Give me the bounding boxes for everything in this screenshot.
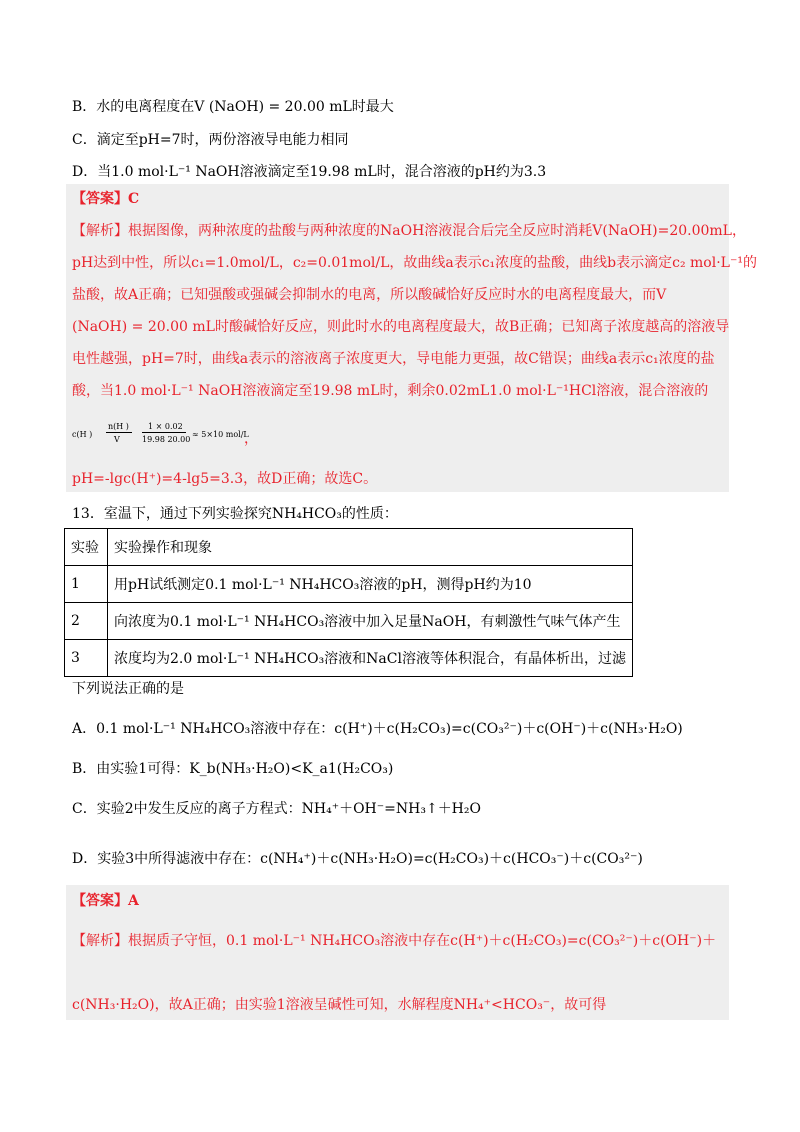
formula-frac2-den: 19.98 20.00	[142, 435, 191, 444]
analysis1-line-5: 电性越强，pH=7时，曲线a表示的溶液离子浓度更大，导电能力更强，故C错误；曲线a表示c₁浓度的盐	[72, 351, 715, 367]
table-cell: 3	[65, 640, 108, 677]
table-header-cell: 实验操作和现象	[108, 529, 633, 566]
formula-frac2-num: 1 × 0.02	[148, 422, 183, 431]
table-row	[65, 640, 633, 677]
table-row	[65, 603, 633, 640]
formula-rhs: ≈ 5×10 mol/L	[192, 430, 249, 439]
table-row	[65, 566, 633, 603]
option-b-top: B．水的电离程度在V (NaOH) = 20.00 mL时最大	[72, 99, 394, 115]
table-cell: 用pH试纸测定0.1 mol·L⁻¹ NH₄HCO₃溶液的pH，测得pH约为10	[108, 566, 633, 603]
analysis1-line-4: (NaOH) = 20.00 mL时酸碱恰好反应，则此时水的电离程度最大，故B正确；已知离子浓度越高的溶液导	[72, 319, 730, 335]
formula-comma: ，	[244, 431, 258, 447]
option-c-top: C．滴定至pH=7时，两份溶液导电能力相同	[72, 132, 349, 148]
analysis2-line-1: 【解析】根据质子守恒，0.1 mol·L⁻¹ NH₄HCO₃溶液中存在c(H⁺)＋c(H₂CO₃)=c(CO₃²⁻)＋c(OH⁻)＋	[72, 933, 717, 949]
formula-lhs: c(H )	[72, 430, 93, 439]
analysis1-line-1: 【解析】根据图像，两种浓度的盐酸与两种浓度的NaOH溶液混合后完全反应时消耗V(NaOH)=20.00mL，	[72, 223, 746, 239]
answer1-label: 【答案】C	[72, 191, 140, 207]
option-a: A．0.1 mol·L⁻¹ NH₄HCO₃溶液中存在：c(H⁺)＋c(H₂CO₃)=c(CO₃²⁻)＋c(OH⁻)＋c(NH₃·H₂O)	[72, 721, 683, 737]
analysis1-line-2: pH达到中性，所以c₁=1.0mol/L，c₂=0.01mol/L，故曲线a表示c₁浓度的盐酸，曲线b表示滴定c₂ mol·L⁻¹的	[72, 255, 757, 271]
analysis1-line-6: 酸，当1.0 mol·L⁻¹ NaOH溶液滴定至19.98 mL时，剩余0.02mL1.0 mol·L⁻¹HCl溶液，混合溶液的	[72, 383, 709, 399]
formula-frac1-den: V	[114, 435, 120, 444]
table-cell: 向浓度为0.1 mol·L⁻¹ NH₄HCO₃溶液中加入足量NaOH，有刺激性气味气体产生	[108, 603, 633, 640]
formula-image	[72, 418, 332, 458]
formula-frac1-num: n(H )	[108, 422, 129, 431]
experiment-table	[64, 528, 633, 677]
analysis1-line-3: 盐酸，故A正确；已知强酸或强碱会抑制水的电离，所以酸碱恰好反应时水的电离程度最大，而V	[72, 287, 667, 303]
table-cell: 浓度均为2.0 mol·L⁻¹ NH₄HCO₃溶液和NaCl溶液等体积混合，有晶体析出，过滤	[108, 640, 633, 677]
analysis2-line-2: c(NH₃·H₂O)，故A正确；由实验1溶液呈碱性可知，水解程度NH₄⁺<HCO₃⁻，故可得	[72, 997, 607, 1013]
answer2-label: 【答案】A	[72, 893, 139, 909]
table-cell: 2	[65, 603, 108, 640]
question13-stem: 13．室温下，通过下列实验探究NH₄HCO₃的性质：	[72, 506, 398, 522]
option-d: D．实验3中所得滤液中存在：c(NH₄⁺)＋c(NH₃·H₂O)=c(H₂CO₃)＋c(HCO₃⁻)＋c(CO₃²⁻)	[72, 851, 643, 867]
analysis1-conclusion: pH=-lgc(H⁺)=4-lg5=3.3，故D正确；故选C。	[72, 471, 378, 487]
option-b: B．由实验1可得：K_b(NH₃·H₂O)<K_a1(H₂CO₃)	[72, 761, 394, 777]
table-cell: 1	[65, 566, 108, 603]
question13-prompt: 下列说法正确的是	[72, 681, 184, 697]
table-header-cell: 实验	[65, 529, 108, 566]
option-c: C．实验2中发生反应的离子方程式：NH₄⁺＋OH⁻=NH₃↑＋H₂O	[72, 801, 481, 817]
table-row	[65, 529, 633, 566]
option-d-top: D．当1.0 mol·L⁻¹ NaOH溶液滴定至19.98 mL时，混合溶液的pH约为3.3	[72, 164, 547, 180]
